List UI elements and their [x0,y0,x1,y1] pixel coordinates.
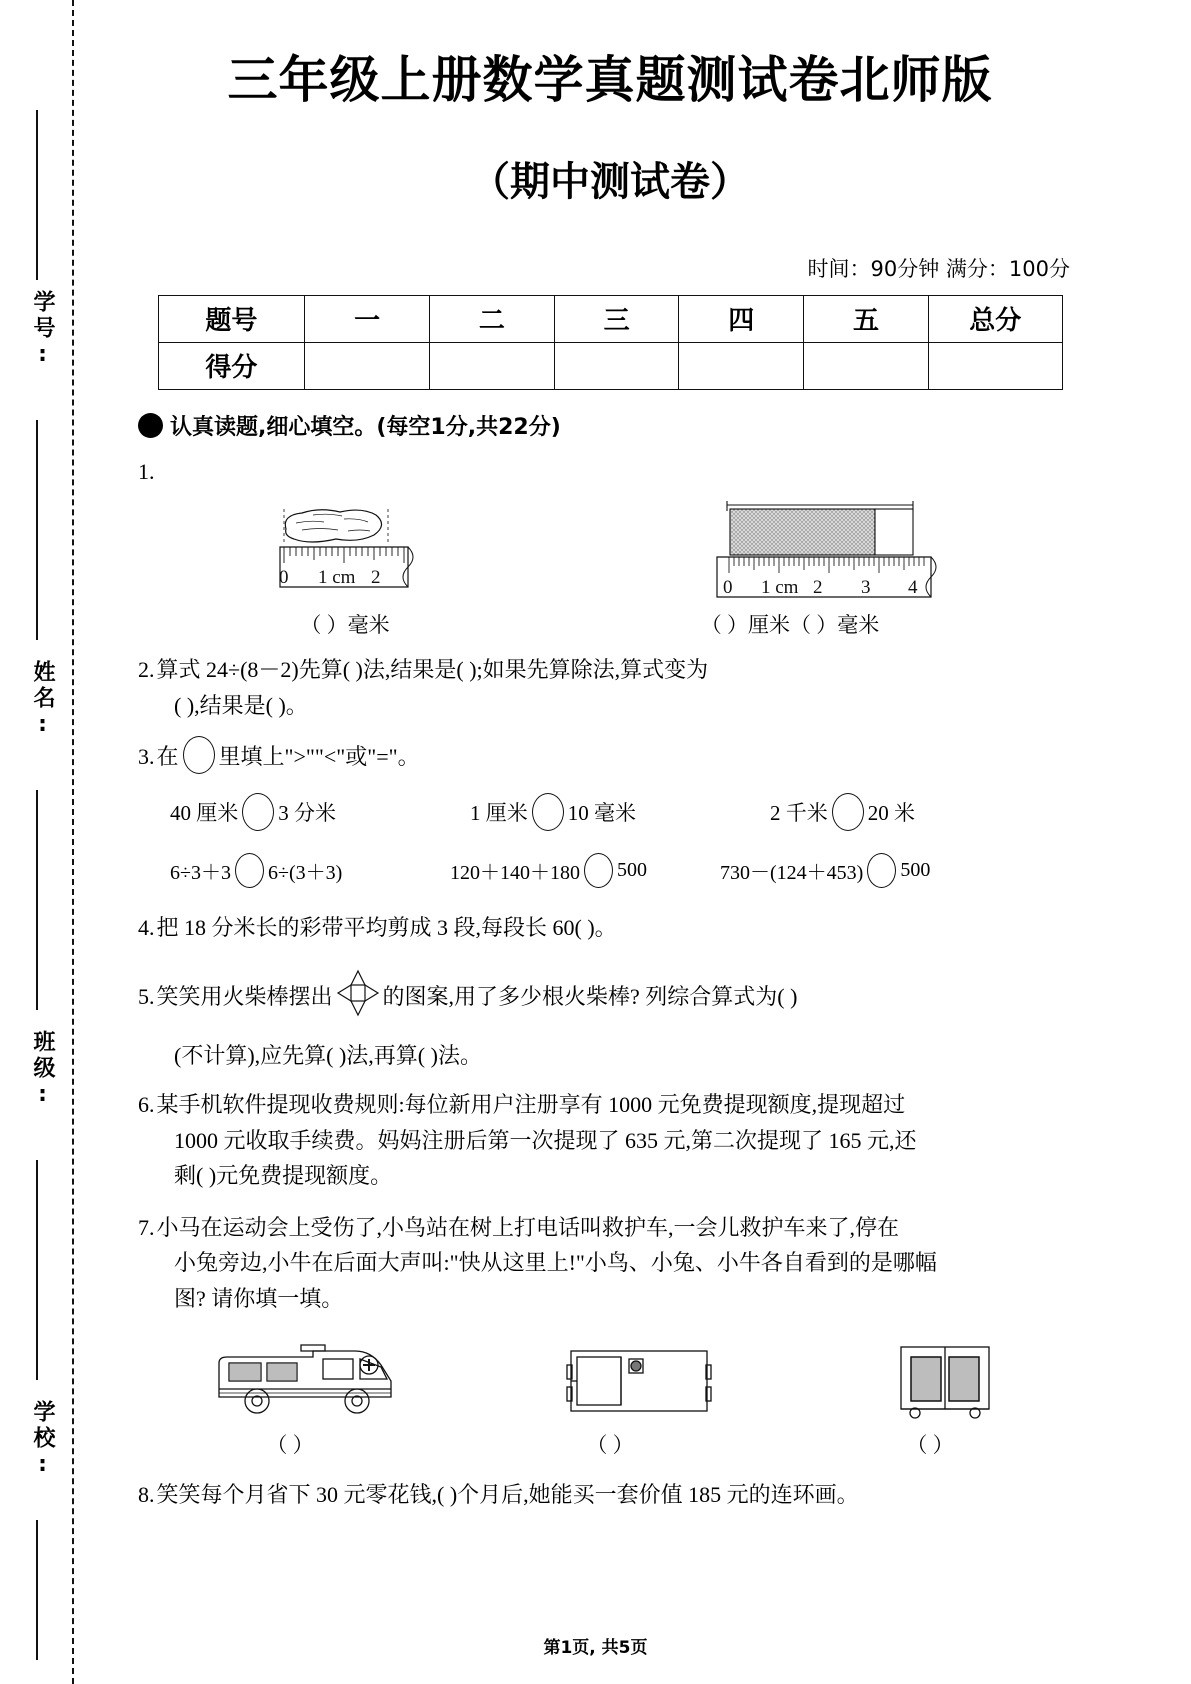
question-6-line-1: 某手机软件提现收费规则:每位新用户注册享有 1000 元免费提现额度,提现超过 [156,1091,906,1117]
svg-text:3: 3 [860,577,870,599]
question-6-line-3[interactable]: 剩( )元免费提现额度。 [174,1163,393,1189]
compare-circle-icon[interactable] [584,853,613,888]
margin-rule-2 [36,420,38,640]
question-4-line-1[interactable]: 把 18 分米长的彩带平均剪成 3 段,每段长 60( )。 [156,915,617,940]
compare-item [770,793,915,831]
student-name-label: 姓名: [30,660,55,741]
q7-blank-3[interactable]: （ ） [906,1432,954,1457]
page-title: 三年级上册数学真题测试卷北师版 [227,51,993,109]
question-1-number: 1. [138,458,155,484]
svg-text:1 cm: 1 cm [317,567,355,589]
question-7 [138,1210,1090,1317]
compare-item [470,793,770,831]
table-row [158,295,1062,342]
question-1-figures [130,495,1090,605]
q7-blank-1[interactable]: （ ） [266,1432,314,1457]
question-2 [138,652,1090,723]
svg-text:1 cm: 1 cm [760,577,798,599]
ambulance-rear-view-icon [875,1335,1015,1427]
compare-right: 10 毫米 [567,801,636,825]
question-1 [138,454,1090,490]
score-table [158,295,1063,390]
ambulance-side-view-icon [205,1335,405,1427]
svg-text:2: 2 [370,567,380,589]
question-1-answers [130,609,1090,639]
compare-left: 2 千米 [770,801,828,825]
question-2-line-1[interactable]: 算式 24÷(8－2)先算( )法,结果是( );如果先算除法,算式变为 [156,657,709,683]
section-title: 认真读题,细心填空。(每空1分,共22分) [170,414,561,440]
question-7-line-3: 图? 请你填一填。 [174,1286,344,1311]
question-3-compare-row-1 [170,793,1090,831]
compare-circle-icon[interactable] [532,793,564,831]
question-6-number: 6. [138,1091,155,1117]
compare-left: 120＋140＋180 [450,862,580,884]
q7-blank-2[interactable]: （ ） [586,1432,634,1457]
score-col-2: 二 [430,295,555,342]
score-cell-3[interactable] [554,342,679,389]
score-col-total: 总分 [928,295,1062,342]
question-7-answers [130,1429,1090,1459]
exam-page [130,0,1090,1684]
svg-text:0: 0 [278,567,288,589]
question-3-text-a: 在 [156,744,179,770]
table-row [158,342,1062,389]
svg-text:0: 0 [722,577,732,599]
question-7-number: 7. [138,1214,155,1240]
q1-blank-1[interactable]: （ ）毫米 [300,613,390,638]
question-5-text-a: 笑笑用火柴棒摆出 [156,983,333,1009]
question-8 [138,1477,1090,1513]
question-4-number: 4. [138,915,155,940]
matchstick-figure-icon [335,968,381,1029]
score-row-label: 题号 [158,295,305,342]
question-5-number: 5. [138,983,155,1009]
question-3-text-b: 里填上">""<"或"="。 [218,744,420,770]
peanut-ruler-figure [258,495,448,595]
ambulance-top-view-icon [555,1335,725,1427]
compare-left: 40 厘米 [170,801,239,825]
left-margin [0,0,90,1684]
page-subtitle: （期中测试卷） [470,158,750,205]
compare-right: 500 [617,859,647,881]
question-5 [138,968,1090,1074]
question-8-number: 8. [138,1481,155,1507]
score-col-4: 四 [679,295,804,342]
question-7-figures [130,1335,1090,1427]
student-class-label: 班级: [30,1030,55,1111]
score-cell-4[interactable] [679,342,804,389]
compare-right: 3 分米 [278,801,336,825]
question-2-line-2[interactable]: ( ),结果是( )。 [174,692,308,718]
q1-blank-2[interactable]: （ ）厘米（ ）毫米 [700,613,880,638]
question-5-line-2[interactable]: (不计算),应先算( )法,再算( )法。 [174,1043,482,1069]
compare-left: 6÷3＋3 [170,862,231,884]
student-id-label: 学号: [30,290,55,371]
compare-right: 20 米 [867,801,915,825]
score-col-5: 五 [804,295,929,342]
score-col-3: 三 [554,295,679,342]
svg-text:4: 4 [907,577,917,599]
question-8-line-1[interactable]: 笑笑每个月省下 30 元零花钱,( )个月后,她能买一套价值 185 元的连环画。 [156,1481,859,1507]
eraser-ruler-figure [703,495,963,605]
margin-rule-4 [36,1160,38,1380]
score-cell-total[interactable] [928,342,1062,389]
compare-circle-icon[interactable] [242,793,274,831]
question-7-line-1: 小马在运动会上受伤了,小鸟站在树上打电话叫救护车,一会儿救护车来了,停在 [156,1214,900,1240]
compare-item [450,853,720,888]
compare-right: 500 [900,859,931,881]
score-row-label-2: 得分 [158,342,305,389]
question-3-number: 3. [138,744,155,770]
compare-item [720,853,930,888]
compare-item [170,793,470,831]
question-3-compare-row-2 [170,853,1090,888]
score-cell-5[interactable] [804,342,929,389]
section-heading [138,410,1090,441]
score-cell-1[interactable] [305,342,430,389]
compare-left: 1 厘米 [470,801,528,825]
question-5-text-b[interactable]: 的图案,用了多少根火柴棒? 列综合算式为( ) [382,983,798,1009]
question-6 [138,1087,1090,1194]
page-footer: 第1页, 共5页 [543,1638,648,1658]
compare-circle-icon[interactable] [867,853,896,888]
svg-text:2: 2 [812,577,822,599]
student-school-label: 学校: [30,1400,55,1481]
exam-meta: 时间：90分钟 满分：100分 [807,256,1070,281]
margin-rule-1 [36,110,38,280]
compare-circle-icon[interactable] [832,793,864,831]
question-3 [138,736,1090,775]
score-cell-2[interactable] [430,342,555,389]
question-4 [138,910,1090,946]
margin-rule-3 [36,790,38,1010]
question-2-number: 2. [138,657,155,683]
compare-right: 6÷(3＋3) [267,862,343,884]
question-7-line-2: 小兔旁边,小牛在后面大声叫:"快从这里上!"小鸟、小兔、小牛各自看到的是哪幅 [174,1250,937,1276]
score-col-1: 一 [305,295,430,342]
compare-circle-icon[interactable] [183,736,215,774]
compare-left: 730－(124＋453) [720,862,864,884]
section-number-icon [138,413,163,438]
question-6-line-2: 1000 元收取手续费。妈妈注册后第一次提现了 635 元,第二次提现了 165 元,还 [174,1127,917,1153]
dashed-cut-line [72,0,74,1684]
compare-circle-icon[interactable] [235,853,264,888]
compare-item [170,853,450,888]
